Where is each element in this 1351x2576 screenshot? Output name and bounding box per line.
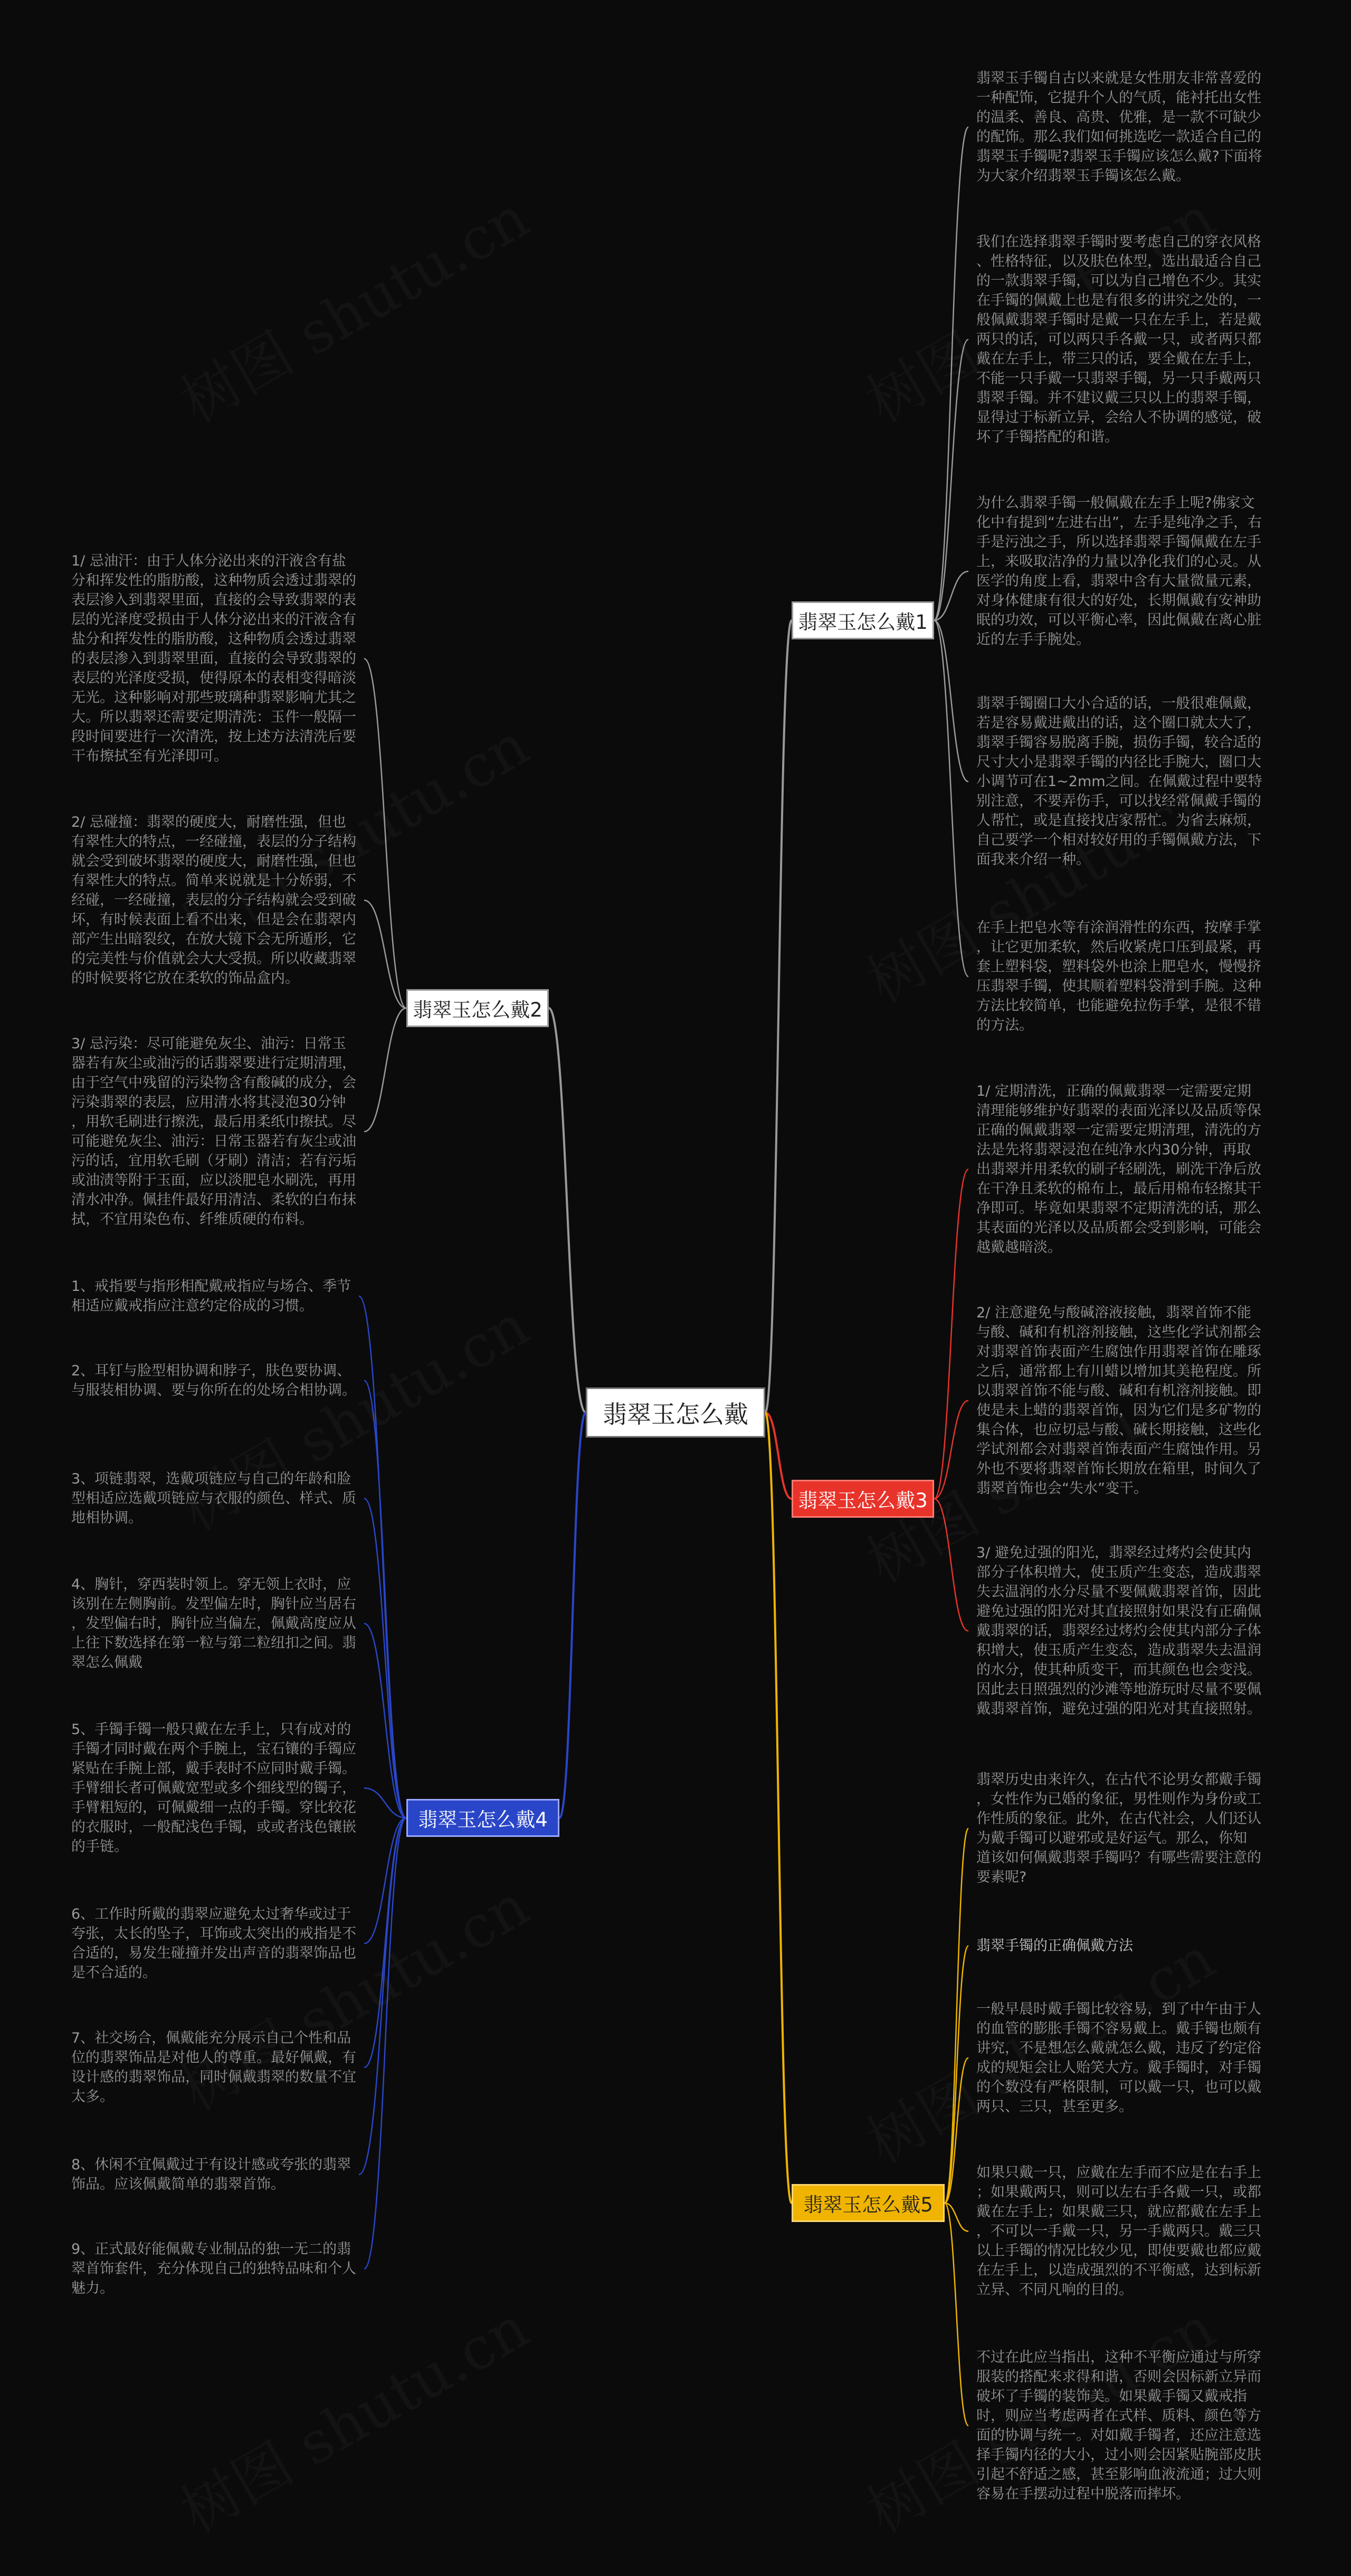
leaf-connector (945, 1828, 968, 2203)
leaf-text: 9、正式最好能佩戴专业制品的独一无二的翡 翠首饰套件，充分体现自己的独特品味和个人 魅力。 (71, 2241, 356, 2296)
branch-4[interactable]: 翡翠玉怎么戴4 (406, 1799, 559, 1837)
leaf-connector (364, 1381, 406, 1818)
branch-5[interactable]: 翡翠玉怎么戴5 (792, 2184, 945, 2222)
leaf-connector (945, 2203, 968, 2232)
leaf-connector (364, 1008, 406, 1132)
leaf-connector (364, 1499, 406, 1818)
branch-connector (549, 1008, 586, 1413)
leaf-text: 为什么翡翠手镯一般佩戴在左手上呢?佛家文 化中有提到“左进右出”，左手是纯净之手，右 手是污浊之手，所以选择翡翠手镯佩戴在左手 上，来吸取洁净的力量以净化我们的心灵。从 医学的角度上看，翡翠中含有大量微量元素， 对身体健康有很大的好处，长期佩戴有安神助 眠的功效，可以平衡心率，因此佩戴在离心脏 近的左手手腕处。 (976, 495, 1262, 648)
branch-connector (559, 1413, 586, 1818)
leaf-connector (934, 1499, 968, 1631)
branch-1[interactable]: 翡翠玉怎么戴1 (792, 601, 934, 639)
leaf-text: 1/ 定期清洗，正确的佩戴翡翠一定需要定期 清理能够维护好翡翠的表面光泽以及品质等保 正确的佩戴翡翠一定需要定期清理，清洗的方 法是先将翡翠浸泡在纯净水内30分钟，再取 出翡翠并用柔软的刷子轻刷洗，刷洗干净后放 在干净且柔软的棉布上，最后用棉布轻擦其干 净即可。毕竟如果翡翠不定期清洗的话，那么 其表面的光泽以及品质都会受到影响，可能会 越戴越暗淡。 (976, 1083, 1261, 1256)
branch-connector (765, 620, 792, 1413)
leaf-text: 6、工作时所戴的翡翠应避免太过奢华或过于 夸张，太长的坠子，耳饰或太突出的戒指是不 合适的，易发生碰撞并发出声音的翡翠饰品也 是不合适的。 (71, 1906, 356, 1981)
leaf-connector (359, 1818, 406, 2175)
branch-2[interactable]: 翡翠玉怎么戴2 (406, 989, 549, 1027)
leaf-connector (934, 620, 968, 976)
leaf-connector (934, 127, 968, 620)
leaf-text: 4、胸针，穿西装时领上。穿无领上衣时，应 该别在左侧胸前。发型偏左时，胸针应当居右 ，发型偏右时，胸针应当偏左，佩戴高度应从 上往下数选择在第一粒与第二粒纽扣之间。翡 翠怎么佩戴 (71, 1576, 356, 1671)
leaf-text: 在手上把皂水等有涂润滑性的东西，按摩手掌 ，让它更加柔软，然后收紧虎口压到最紧，再 套上塑料袋，塑料袋外也涂上肥皂水，慢慢挤 压翡翠手镯，使其顺着塑料袋滑到手腕。这种 方法比较简单，也能避免拉伤手掌，是很不错 的方法。 (976, 920, 1261, 1033)
leaf-text: 2、耳钉与脸型相协调和脖子，肤色要协调、 与服装相协调、要与你所在的处场合相协调。 (71, 1363, 356, 1399)
leaf-text: 3/ 忌污染：尽可能避免灰尘、油污：日常玉 器若有灰尘或油污的话翡翠要进行定期清理， 由于空气中残留的污染物含有酸碱的成分，会 污染翡翠的表层，应用清水将其浸泡30分钟 ，用软毛刷进行擦洗，最后用柔纸巾擦拭。尽 可能避免灰尘、油污：日常玉器若有灰尘或油 污的话，宜用软毛刷（牙刷）清洁；若有污垢 或油渍等附于玉面，应以淡肥皂水刷洗，再用 清水冲净。佩挂件最好用清洁、柔软的白布抹 拭，不宜用染色布、纤维质硬的布料。 (71, 1036, 356, 1228)
leaf-connector (945, 2203, 968, 2426)
leaf-text: 1/ 忌油汗：由于人体分泌出来的汗液含有盐 分和挥发性的脂肪酸，这种物质会透过翡翠的 表层渗入到翡翠里面，直接的会导致翡翠的表 层的光泽度受损由于人体分泌出来的汗液含有 盐分和挥发性的脂肪酸，这种物质会透过翡翠 的表层渗入到翡翠里面，直接的会导致翡翠的 表层的光泽度受损，使得原本的表相变得暗淡 无光。这种影响对那些玻璃种翡翠影响尤其之 大。所以翡翠还需要定期清洗：玉件一般隔一 段时间要进行一次清洗，按上述方法清洗后要 干布擦拭至有光泽即可。 (71, 553, 356, 764)
branch-3[interactable]: 翡翠玉怎么戴3 (792, 1480, 934, 1518)
leaf-text: 1、戒指要与指形相配戴戒指应与场合、季节 相适应戴戒指应注意约定俗成的习惯。 (71, 1278, 351, 1314)
leaf-text: 7、社交场合，佩戴能充分展示自己个性和品 位的翡翠饰品是对他人的尊重。最好佩戴，有 设计感的翡翠饰品，同时佩戴翡翠的数量不宜 太多。 (71, 2030, 356, 2105)
leaf-text: 2/ 注意避免与酸碱溶液接触，翡翠首饰不能 与酸、碱和有机溶剂接触，这些化学试剂都会 对翡翠首饰表面产生腐蚀作用翡翠首饰在雕琢 之后，通常都上有川蜡以增加其美艳程度。所 以翡翠首饰不能与酸、碱和有机溶剂接触。即 使是未上蜡的翡翠首饰，因为它们是多矿物的 集合体，也应切忌与酸、碱长期接触，这些化 学试剂都会对翡翠首饰表面产生腐蚀作用。另 外也不要将翡翠首饰长期放在箱里，时间久了 翡翠首饰也会“失水”变干。 (976, 1305, 1261, 1497)
leaf-text: 翡翠玉手镯自古以来就是女性朋友非常喜爱的 一种配饰，它提升个人的气质，能衬托出女性 的温柔、善良、高贵、优雅，是一款不可缺少 的配饰。那么我们如何挑选吃一款适合自己的 翡翠玉手镯呢?翡翠玉手镯应该怎么戴?下面将 为大家介绍翡翠玉手镯该怎么戴。 (976, 70, 1262, 184)
leaf-text: 不过在此应当指出，这种不平衡应通过与所穿 服装的搭配来求得和谐，否则会因标新立异而 破坏了手镯的装饰美。如果戴手镯又戴戒指 时，则应当考虑两者在式样、质料、颜色等方 面的协调与统一。对如戴手镯者，还应注意选 择手镯内径的大小，过小则会因紧贴腕部皮肤 引起不舒适之感，甚至影响血液流通；过大则 容易在手摆动过程中脱落而摔坏。 (976, 2349, 1261, 2502)
branch-connector (765, 1413, 792, 2204)
leaf-text: 翡翠历史由来许久，在古代不论男女都戴手镯 ，女性作为已婚的象征，男性则作为身份或工 作性质的象征。此外，在古代社会，人们还认 为戴手镯可以避邪或是好运气。那么，你知 道该如何佩戴翡翠手镯吗？有哪些需要注意的 要素呢? (976, 1771, 1261, 1885)
leaf-text: 3/ 避免过强的阳光，翡翠经过烤灼会使其内 部分子体积增大，使玉质产生变态，造成翡翠 失去温润的水分尽量不要佩戴翡翠首饰，因此 避免过强的阳光对其直接照射如果没有正确佩 戴翡翠的话，翡翠经过烤灼会使其内部分子体 积增大，使玉质产生变态，造成翡翠失去温润 的水分，使其种质变干，而其颜色也会变浅。 因此去日照强烈的沙滩等地游玩时尽量不要佩 戴翡翠首饰，避免过强的阳光对其直接照射。 (976, 1545, 1261, 1717)
leaf-connector (945, 1946, 968, 2204)
central-topic[interactable]: 翡翠玉怎么戴 (586, 1387, 765, 1438)
leaf-connector (934, 1401, 968, 1499)
leaf-connector (364, 1818, 406, 2269)
leaf-text: 一般早晨时戴手镯比较容易，到了中午由于人 的血管的膨胀手镯不容易戴上。戴手镯也颇有 讲究，不是想怎么戴就怎么戴，违反了约定俗 成的规矩会让人贻笑大方。戴手镯时，对手镯 的个数没有严格限制，可以戴一只，也可以戴 两只、三只，甚至更多。 (976, 2001, 1261, 2115)
leaf-text: 2/ 忌碰撞：翡翠的硬度大，耐磨性强，但也 有翠性大的特点，一经碰撞，表层的分子结构 就会受到破坏翡翠的硬度大，耐磨性强，但也 有翠性大的特点。简单来说就是十分娇弱，不 经碰，一经碰撞，表层的分子结构就会受到破 坏，有时候表面上看不出来，但是会在翡翠内 部产生出暗裂纹，在放大镜下会无所遁形，它 的完美性与价值就会大大受损。所以收藏翡翠 的时候要将它放在柔软的饰品盒内。 (71, 814, 356, 987)
leaf-text: 翡翠手镯圈口大小合适的话，一般很难佩戴， 若是容易戴进戴出的话，这个圈口就太大了， 翡翠手镯容易脱离手腕，损伤手镯，较合适的 尺寸大小是翡翠手镯的内径比手腕大，圈口大 小调节可在1~2mm之间。在佩戴过程中要特 别注意，不要弄伤手，可以找经常佩戴手镯的 人帮忙，或是直接找店家帮忙。为省去麻烦， 自己要学一个相对较好用的手镯佩戴方法，下 面我来介绍一种。 (976, 695, 1262, 868)
leaf-text: 5、手镯手镯一般只戴在左手上，只有成对的 手镯才同时戴在两个手腕上，宝石镶的手镯应 紧贴在手腕上部，戴手表时不应同时戴手镯。 手臂细长者可佩戴宽型或多个细线型的镯子， 手臂粗短的，可佩戴细一点的手镯。穿比较花 的衣服时，一般配浅色手镯，或或者浅色镶嵌 的手链。 (71, 1721, 356, 1855)
leaf-text: 翡翠手镯的正确佩戴方法 (976, 1938, 1133, 1954)
leaf-text: 我们在选择翡翠手镯时要考虑自己的穿衣风格 、性格特征，以及肤色体型，选出最适合自己 的一款翡翠手镯，可以为自己增色不少。其实 在手镯的佩戴上也是有很多的讲究之处的，一 般佩戴翡翠手镯时是戴一只在左手上，若是戴 两只的话，可以两只手各戴一只，或者两只都 戴在左手上，带三只的话，要全戴在左手上， 不能一只手戴一只翡翠手镯，另一只手戴两只 翡翠手镯。并不建议戴三只以上的翡翠手镯， 显得过于标新立异，会给人不协调的感觉，破 坏了手镯搭配的和谐。 (976, 234, 1261, 445)
leaf-connector (364, 901, 406, 1009)
leaf-text: 3、项链翡翠，选戴项链应与自己的年龄和脸 型相适应选戴项链应与衣服的颜色、样式、质 地相协调。 (71, 1471, 356, 1526)
leaf-connector (934, 620, 968, 782)
leaf-text: 8、休闲不宜佩戴过于有设计感或夸张的翡翠 饰品。应该佩戴简单的翡翠首饰。 (71, 2157, 351, 2192)
leaf-text: 如果只戴一只，应戴在左手而不应是在右手上 ；如果戴两只，则可以左右手各戴一只，或都 戴在左手上；如果戴三只，就应都戴在左手上 ，不可以一手戴一只，另一手戴两只。戴三只 以上手镯的情况比较少见，即使要戴也都应戴 在左手上，以造成强烈的不平衡感，达到标新 立异、不同凡响的目的。 (976, 2165, 1261, 2298)
